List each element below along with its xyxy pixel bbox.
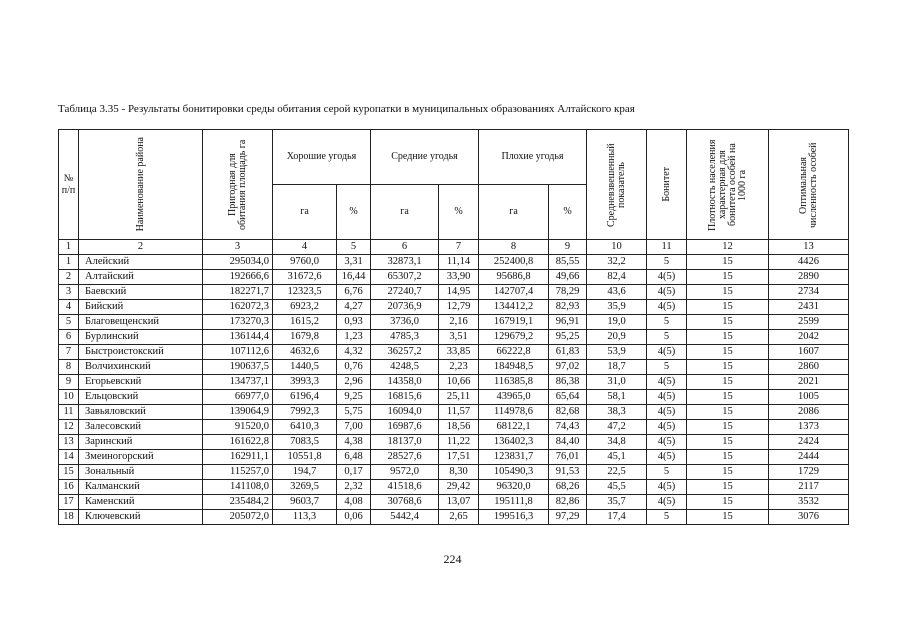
table-cell: 2444 bbox=[769, 450, 849, 465]
column-number: 2 bbox=[79, 240, 203, 255]
table-cell: 78,29 bbox=[549, 285, 587, 300]
table-cell: 2860 bbox=[769, 360, 849, 375]
header-medium: Средние угодья bbox=[371, 130, 479, 185]
table-cell: 15 bbox=[687, 480, 769, 495]
table-cell: 2,96 bbox=[337, 375, 371, 390]
table-cell: 115257,0 bbox=[203, 465, 273, 480]
header-num: № п/п bbox=[59, 130, 79, 240]
table-cell: 32,2 bbox=[587, 255, 647, 270]
table-cell: 66977,0 bbox=[203, 390, 273, 405]
district-name-cell: Калманский bbox=[79, 480, 203, 495]
table-cell: 1 bbox=[59, 255, 79, 270]
table-cell: 32873,1 bbox=[371, 255, 439, 270]
table-cell: 15 bbox=[687, 435, 769, 450]
table-cell: 15 bbox=[687, 285, 769, 300]
table-cell: 4632,6 bbox=[273, 345, 337, 360]
table-row bbox=[59, 510, 849, 525]
table-cell: 12 bbox=[59, 420, 79, 435]
header-bad-ha: га bbox=[479, 185, 549, 240]
district-name-cell: Залесовский bbox=[79, 420, 203, 435]
table-cell: 5 bbox=[647, 360, 687, 375]
table-cell: 1729 bbox=[769, 465, 849, 480]
table-cell: 2021 bbox=[769, 375, 849, 390]
table-cell: 97,02 bbox=[549, 360, 587, 375]
table-cell: 15 bbox=[687, 390, 769, 405]
data-table bbox=[58, 129, 849, 525]
table-cell: 33,90 bbox=[439, 270, 479, 285]
table-cell: 134412,2 bbox=[479, 300, 549, 315]
table-cell: 16987,6 bbox=[371, 420, 439, 435]
header-density: Плотность населения характерная для бонитета особей на 1000 га bbox=[687, 130, 769, 240]
district-name-cell: Быстроистокский bbox=[79, 345, 203, 360]
table-cell: 84,40 bbox=[549, 435, 587, 450]
table-cell: 116385,8 bbox=[479, 375, 549, 390]
table-row bbox=[59, 330, 849, 345]
table-cell: 4(5) bbox=[647, 270, 687, 285]
table-cell: 3 bbox=[59, 285, 79, 300]
table-cell: 162072,3 bbox=[203, 300, 273, 315]
table-cell: 18137,0 bbox=[371, 435, 439, 450]
table-caption: Таблица 3.35 - Результаты бонитировки среды обитания серой куропатки в муниципальных образованиях Алтайского края bbox=[58, 103, 635, 115]
table-cell: 9,25 bbox=[337, 390, 371, 405]
table-row bbox=[59, 345, 849, 360]
header-name: Наименование района bbox=[79, 130, 203, 240]
column-number: 9 bbox=[549, 240, 587, 255]
table-cell: 65,64 bbox=[549, 390, 587, 405]
table-cell: 3,31 bbox=[337, 255, 371, 270]
table-cell: 107112,6 bbox=[203, 345, 273, 360]
table-cell: 8,30 bbox=[439, 465, 479, 480]
table-cell: 30768,6 bbox=[371, 495, 439, 510]
table-cell: 15 bbox=[687, 450, 769, 465]
table-cell: 15 bbox=[687, 360, 769, 375]
table-cell: 4(5) bbox=[647, 390, 687, 405]
table-row bbox=[59, 390, 849, 405]
table-cell: 2 bbox=[59, 270, 79, 285]
column-number: 5 bbox=[337, 240, 371, 255]
district-name-cell: Волчихинский bbox=[79, 360, 203, 375]
table-cell: 95,25 bbox=[549, 330, 587, 345]
table-cell: 13,07 bbox=[439, 495, 479, 510]
table-row bbox=[59, 285, 849, 300]
table-cell: 182271,7 bbox=[203, 285, 273, 300]
table-row bbox=[59, 480, 849, 495]
table-cell: 15 bbox=[687, 255, 769, 270]
table-cell: 1679,8 bbox=[273, 330, 337, 345]
table-cell: 96,91 bbox=[549, 315, 587, 330]
table-cell: 16 bbox=[59, 480, 79, 495]
table-cell: 6 bbox=[59, 330, 79, 345]
table-cell: 195111,8 bbox=[479, 495, 549, 510]
table-cell: 3736,0 bbox=[371, 315, 439, 330]
table-cell: 139064,9 bbox=[203, 405, 273, 420]
district-name-cell: Ельцовский bbox=[79, 390, 203, 405]
district-name-cell: Зональный bbox=[79, 465, 203, 480]
table-cell: 4 bbox=[59, 300, 79, 315]
table-cell: 142707,4 bbox=[479, 285, 549, 300]
table-cell: 15 bbox=[687, 330, 769, 345]
table-cell: 5 bbox=[647, 255, 687, 270]
table-cell: 31672,6 bbox=[273, 270, 337, 285]
table-cell: 61,83 bbox=[549, 345, 587, 360]
table-cell: 0,93 bbox=[337, 315, 371, 330]
column-number: 7 bbox=[439, 240, 479, 255]
table-cell: 3,51 bbox=[439, 330, 479, 345]
header-bad-pct: % bbox=[549, 185, 587, 240]
table-cell: 6196,4 bbox=[273, 390, 337, 405]
table-cell: 10551,8 bbox=[273, 450, 337, 465]
table-cell: 2,16 bbox=[439, 315, 479, 330]
table-cell: 4(5) bbox=[647, 495, 687, 510]
table-cell: 45,1 bbox=[587, 450, 647, 465]
table-cell: 2086 bbox=[769, 405, 849, 420]
table-cell: 12323,5 bbox=[273, 285, 337, 300]
page-number: 224 bbox=[443, 552, 462, 566]
table-cell: 13 bbox=[59, 435, 79, 450]
header-optimal: Оптимальная численность особей bbox=[769, 130, 849, 240]
table-cell: 252400,8 bbox=[479, 255, 549, 270]
table-cell: 3993,3 bbox=[273, 375, 337, 390]
table-cell: 1,23 bbox=[337, 330, 371, 345]
table-cell: 6,76 bbox=[337, 285, 371, 300]
table-cell: 47,2 bbox=[587, 420, 647, 435]
header-good-ha: га bbox=[273, 185, 337, 240]
table-cell: 184948,5 bbox=[479, 360, 549, 375]
table-cell: 5 bbox=[59, 315, 79, 330]
table-row bbox=[59, 465, 849, 480]
table-cell: 7 bbox=[59, 345, 79, 360]
table-cell: 43965,0 bbox=[479, 390, 549, 405]
table-cell: 11,22 bbox=[439, 435, 479, 450]
table-cell: 41518,6 bbox=[371, 480, 439, 495]
table-cell: 16094,0 bbox=[371, 405, 439, 420]
table-cell: 20736,9 bbox=[371, 300, 439, 315]
district-name-cell: Алейский bbox=[79, 255, 203, 270]
table-cell: 4(5) bbox=[647, 435, 687, 450]
header-bad: Плохие угодья bbox=[479, 130, 587, 185]
table-cell: 16815,6 bbox=[371, 390, 439, 405]
header-row-1 bbox=[59, 130, 849, 185]
table-cell: 7992,3 bbox=[273, 405, 337, 420]
table-cell: 14 bbox=[59, 450, 79, 465]
table-cell: 82,86 bbox=[549, 495, 587, 510]
table-cell: 76,01 bbox=[549, 450, 587, 465]
table-cell: 49,66 bbox=[549, 270, 587, 285]
column-number: 12 bbox=[687, 240, 769, 255]
table-cell: 4,08 bbox=[337, 495, 371, 510]
table-cell: 4785,3 bbox=[371, 330, 439, 345]
table-cell: 5 bbox=[647, 315, 687, 330]
table-cell: 161622,8 bbox=[203, 435, 273, 450]
table-cell: 0,76 bbox=[337, 360, 371, 375]
header-bonitet: Бонитет bbox=[647, 130, 687, 240]
table-cell: 1373 bbox=[769, 420, 849, 435]
table-cell: 9603,7 bbox=[273, 495, 337, 510]
table-cell: 4(5) bbox=[647, 450, 687, 465]
table-cell: 45,5 bbox=[587, 480, 647, 495]
table-cell: 194,7 bbox=[273, 465, 337, 480]
table-cell: 15 bbox=[687, 375, 769, 390]
table-cell: 7083,5 bbox=[273, 435, 337, 450]
table-cell: 2599 bbox=[769, 315, 849, 330]
table-cell: 167919,1 bbox=[479, 315, 549, 330]
table-cell: 2042 bbox=[769, 330, 849, 345]
table-cell: 82,93 bbox=[549, 300, 587, 315]
table-cell: 4248,5 bbox=[371, 360, 439, 375]
table-cell: 114978,6 bbox=[479, 405, 549, 420]
table-cell: 6,48 bbox=[337, 450, 371, 465]
header-area: Пригодная для обитания площадь га bbox=[203, 130, 273, 240]
table-cell: 68,26 bbox=[549, 480, 587, 495]
table-cell: 7,00 bbox=[337, 420, 371, 435]
header-good-pct: % bbox=[337, 185, 371, 240]
table-cell: 141108,0 bbox=[203, 480, 273, 495]
table-cell: 14358,0 bbox=[371, 375, 439, 390]
table-cell: 9 bbox=[59, 375, 79, 390]
table-cell: 6410,3 bbox=[273, 420, 337, 435]
table-cell: 6923,2 bbox=[273, 300, 337, 315]
table-row bbox=[59, 420, 849, 435]
table-cell: 123831,7 bbox=[479, 450, 549, 465]
district-name-cell: Бурлинский bbox=[79, 330, 203, 345]
table-cell: 162911,1 bbox=[203, 450, 273, 465]
table-cell: 10 bbox=[59, 390, 79, 405]
table-cell: 15 bbox=[687, 420, 769, 435]
table-cell: 53,9 bbox=[587, 345, 647, 360]
table-cell: 2117 bbox=[769, 480, 849, 495]
table-cell: 9572,0 bbox=[371, 465, 439, 480]
table-cell: 0,17 bbox=[337, 465, 371, 480]
table-cell: 15 bbox=[687, 465, 769, 480]
table-cell: 82,4 bbox=[587, 270, 647, 285]
table-row bbox=[59, 360, 849, 375]
table-cell: 27240,7 bbox=[371, 285, 439, 300]
table-cell: 29,42 bbox=[439, 480, 479, 495]
column-number: 4 bbox=[273, 240, 337, 255]
table-cell: 105490,3 bbox=[479, 465, 549, 480]
district-name-cell: Каменский bbox=[79, 495, 203, 510]
column-number: 1 bbox=[59, 240, 79, 255]
table-cell: 136144,4 bbox=[203, 330, 273, 345]
table-cell: 18,56 bbox=[439, 420, 479, 435]
table-cell: 113,3 bbox=[273, 510, 337, 525]
table-cell: 2734 bbox=[769, 285, 849, 300]
table-cell: 192666,6 bbox=[203, 270, 273, 285]
table-cell: 17,51 bbox=[439, 450, 479, 465]
table-cell: 295034,0 bbox=[203, 255, 273, 270]
table-row bbox=[59, 495, 849, 510]
table-cell: 86,38 bbox=[549, 375, 587, 390]
table-cell: 4(5) bbox=[647, 375, 687, 390]
table-cell: 4(5) bbox=[647, 285, 687, 300]
table-row bbox=[59, 450, 849, 465]
table-cell: 173270,3 bbox=[203, 315, 273, 330]
table-cell: 16,44 bbox=[337, 270, 371, 285]
table-cell: 4,38 bbox=[337, 435, 371, 450]
table-cell: 15 bbox=[687, 495, 769, 510]
district-name-cell: Благовещенский bbox=[79, 315, 203, 330]
table-cell: 4,27 bbox=[337, 300, 371, 315]
table-cell: 91520,0 bbox=[203, 420, 273, 435]
table-cell: 11,57 bbox=[439, 405, 479, 420]
table-cell: 15 bbox=[687, 405, 769, 420]
table-cell: 1607 bbox=[769, 345, 849, 360]
header-avg: Средневзвешенный показатель bbox=[587, 130, 647, 240]
table-cell: 205072,0 bbox=[203, 510, 273, 525]
header-medium-pct: % bbox=[439, 185, 479, 240]
table-cell: 74,43 bbox=[549, 420, 587, 435]
table-cell: 0,06 bbox=[337, 510, 371, 525]
table-cell: 14,95 bbox=[439, 285, 479, 300]
table-cell: 1440,5 bbox=[273, 360, 337, 375]
table-cell: 235484,2 bbox=[203, 495, 273, 510]
district-name-cell: Егорьевский bbox=[79, 375, 203, 390]
table-cell: 134737,1 bbox=[203, 375, 273, 390]
district-name-cell: Завьяловский bbox=[79, 405, 203, 420]
table-cell: 129679,2 bbox=[479, 330, 549, 345]
table-cell: 96320,0 bbox=[479, 480, 549, 495]
table-cell: 4,32 bbox=[337, 345, 371, 360]
table-cell: 190637,5 bbox=[203, 360, 273, 375]
table-cell: 10,66 bbox=[439, 375, 479, 390]
table-cell: 82,68 bbox=[549, 405, 587, 420]
district-name-cell: Бийский bbox=[79, 300, 203, 315]
table-cell: 15 bbox=[687, 300, 769, 315]
table-cell: 5,75 bbox=[337, 405, 371, 420]
table-cell: 5 bbox=[647, 465, 687, 480]
table-cell: 35,7 bbox=[587, 495, 647, 510]
column-number: 8 bbox=[479, 240, 549, 255]
table-cell: 36257,2 bbox=[371, 345, 439, 360]
table-cell: 34,8 bbox=[587, 435, 647, 450]
table-cell: 38,3 bbox=[587, 405, 647, 420]
table-cell: 35,9 bbox=[587, 300, 647, 315]
table-cell: 3532 bbox=[769, 495, 849, 510]
table-cell: 9760,0 bbox=[273, 255, 337, 270]
table-cell: 3269,5 bbox=[273, 480, 337, 495]
table-cell: 2890 bbox=[769, 270, 849, 285]
table-cell: 15 bbox=[59, 465, 79, 480]
table-cell: 15 bbox=[687, 315, 769, 330]
column-number: 13 bbox=[769, 240, 849, 255]
table-row bbox=[59, 435, 849, 450]
table-cell: 15 bbox=[687, 270, 769, 285]
header-good: Хорошие угодья bbox=[273, 130, 371, 185]
district-name-cell: Алтайский bbox=[79, 270, 203, 285]
table-cell: 43,6 bbox=[587, 285, 647, 300]
table-row bbox=[59, 315, 849, 330]
table-cell: 11 bbox=[59, 405, 79, 420]
table-row bbox=[59, 405, 849, 420]
table-cell: 1005 bbox=[769, 390, 849, 405]
table-cell: 1615,2 bbox=[273, 315, 337, 330]
table-cell: 85,55 bbox=[549, 255, 587, 270]
table-cell: 5442,4 bbox=[371, 510, 439, 525]
table-cell: 15 bbox=[687, 345, 769, 360]
table-row bbox=[59, 255, 849, 270]
table-cell: 17,4 bbox=[587, 510, 647, 525]
table-cell: 4(5) bbox=[647, 420, 687, 435]
table-cell: 2424 bbox=[769, 435, 849, 450]
table-cell: 17 bbox=[59, 495, 79, 510]
table-row bbox=[59, 270, 849, 285]
column-number-row bbox=[59, 240, 849, 255]
table-cell: 3076 bbox=[769, 510, 849, 525]
table-row bbox=[59, 300, 849, 315]
table-cell: 2,32 bbox=[337, 480, 371, 495]
table-cell: 65307,2 bbox=[371, 270, 439, 285]
district-name-cell: Баевский bbox=[79, 285, 203, 300]
table-cell: 19,0 bbox=[587, 315, 647, 330]
column-number: 6 bbox=[371, 240, 439, 255]
table-cell: 2,65 bbox=[439, 510, 479, 525]
table-cell: 4(5) bbox=[647, 405, 687, 420]
district-name-cell: Ключевский bbox=[79, 510, 203, 525]
table-cell: 4426 bbox=[769, 255, 849, 270]
table-cell: 20,9 bbox=[587, 330, 647, 345]
table-cell: 4(5) bbox=[647, 480, 687, 495]
column-number: 11 bbox=[647, 240, 687, 255]
table-cell: 4(5) bbox=[647, 300, 687, 315]
table-cell: 91,53 bbox=[549, 465, 587, 480]
table-cell: 12,79 bbox=[439, 300, 479, 315]
table-cell: 2431 bbox=[769, 300, 849, 315]
table-cell: 33,85 bbox=[439, 345, 479, 360]
table-row bbox=[59, 375, 849, 390]
table-cell: 11,14 bbox=[439, 255, 479, 270]
table-cell: 25,11 bbox=[439, 390, 479, 405]
table-cell: 136402,3 bbox=[479, 435, 549, 450]
table-cell: 8 bbox=[59, 360, 79, 375]
district-name-cell: Змеиногорский bbox=[79, 450, 203, 465]
table-cell: 31,0 bbox=[587, 375, 647, 390]
table-cell: 5 bbox=[647, 510, 687, 525]
table-cell: 5 bbox=[647, 330, 687, 345]
table-cell: 18,7 bbox=[587, 360, 647, 375]
district-name-cell: Заринский bbox=[79, 435, 203, 450]
column-number: 3 bbox=[203, 240, 273, 255]
table-cell: 2,23 bbox=[439, 360, 479, 375]
table-cell: 58,1 bbox=[587, 390, 647, 405]
table-cell: 18 bbox=[59, 510, 79, 525]
table-cell: 95686,8 bbox=[479, 270, 549, 285]
table-cell: 199516,3 bbox=[479, 510, 549, 525]
table-cell: 22,5 bbox=[587, 465, 647, 480]
header-medium-ha: га bbox=[371, 185, 439, 240]
table-cell: 4(5) bbox=[647, 345, 687, 360]
table-cell: 97,29 bbox=[549, 510, 587, 525]
table-cell: 66222,8 bbox=[479, 345, 549, 360]
table-cell: 15 bbox=[687, 510, 769, 525]
table-cell: 28527,6 bbox=[371, 450, 439, 465]
table-cell: 68122,1 bbox=[479, 420, 549, 435]
column-number: 10 bbox=[587, 240, 647, 255]
